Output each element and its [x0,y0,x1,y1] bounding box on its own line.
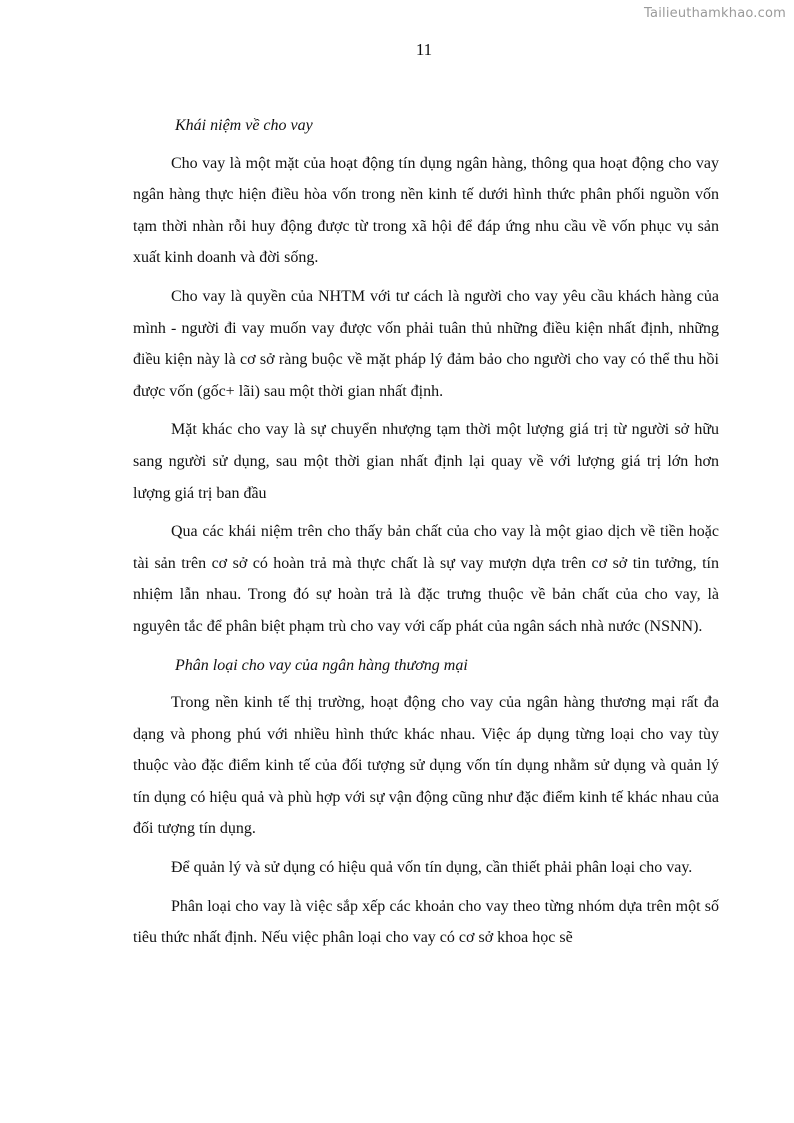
paragraph: Cho vay là quyền của NHTM với tư cách là người cho vay yêu cầu khách hàng của mình - người đi vay muốn vay được vốn phải tuân thủ những điều kiện nhất định, những điều kiện này là cơ sở ràng buộc về mặt pháp lý đảm bảo cho người cho vay có thể thu hồi được vốn (gốc+ lãi) sau một thời gian nhất định. [133,287,719,400]
section-heading-phan-loai: Phân loại cho vay của ngân hàng thương mại [175,656,468,674]
paragraph: Mặt khác cho vay là sự chuyển nhượng tạm thời một lượng giá trị từ người sở hữu sang người sử dụng, sau một thời gian nhất định lại quay về với lượng giá trị lớn hơn lượng giá trị ban đầu [133,421,719,502]
paragraph: Trong nền kinh tế thị trường, hoạt động cho vay của ngân hàng thương mại rất đa dạng và phong phú với nhiều hình thức khác nhau. Việc áp dụng từng loại cho vay tùy thuộc vào đặc điểm kinh tế của đối tượng sử dụng vốn tín dụng nhằm sử dụng và quản lý tín dụng có hiệu quả và phù hợp với sự vận động cũng như đặc điểm kinh tế khác nhau của đối tượng tín dụng. [133,694,719,838]
page-number: 11 [415,40,433,59]
paragraph: Để quản lý và sử dụng có hiệu quả vốn tín dụng, cần thiết phải phân loại cho vay. [171,859,693,877]
paragraph: Phân loại cho vay là việc sắp xếp các khoản cho vay theo từng nhóm dựa trên một số tiêu thức nhất định. Nếu việc phân loại cho vay có cơ sở khoa học sẽ [133,897,719,947]
section-heading-khai-niem: Khái niệm về cho vay [175,117,313,134]
document-body [133,110,719,961]
paragraph: Cho vay là một mặt của hoạt động tín dụng ngân hàng, thông qua hoạt động cho vay ngân hàng thực hiện điều hòa vốn trong nền kinh tế dưới hình thức phân phối nguồn vốn tạm thời nhàn rỗi huy động được từ trong xã hội để đáp ứng nhu cầu về vốn phục vụ sản xuất kinh doanh và đời sống. [133,154,719,267]
paragraph: Qua các khái niệm trên cho thấy bản chất của cho vay là một giao dịch về tiền hoặc tài sản trên cơ sở có hoàn trả mà thực chất là sự vay mượn dựa trên cơ sở tin tưởng, tín nhiệm lẫn nhau. Trong đó sự hoàn trả là đặc trưng thuộc về bản chất của cho vay, là nguyên tắc để phân biệt phạm trù cho vay với cấp phát của ngân sách nhà nước (NSNN). [133,523,719,635]
watermark: Tailieuthamkhao.com [644,6,786,21]
